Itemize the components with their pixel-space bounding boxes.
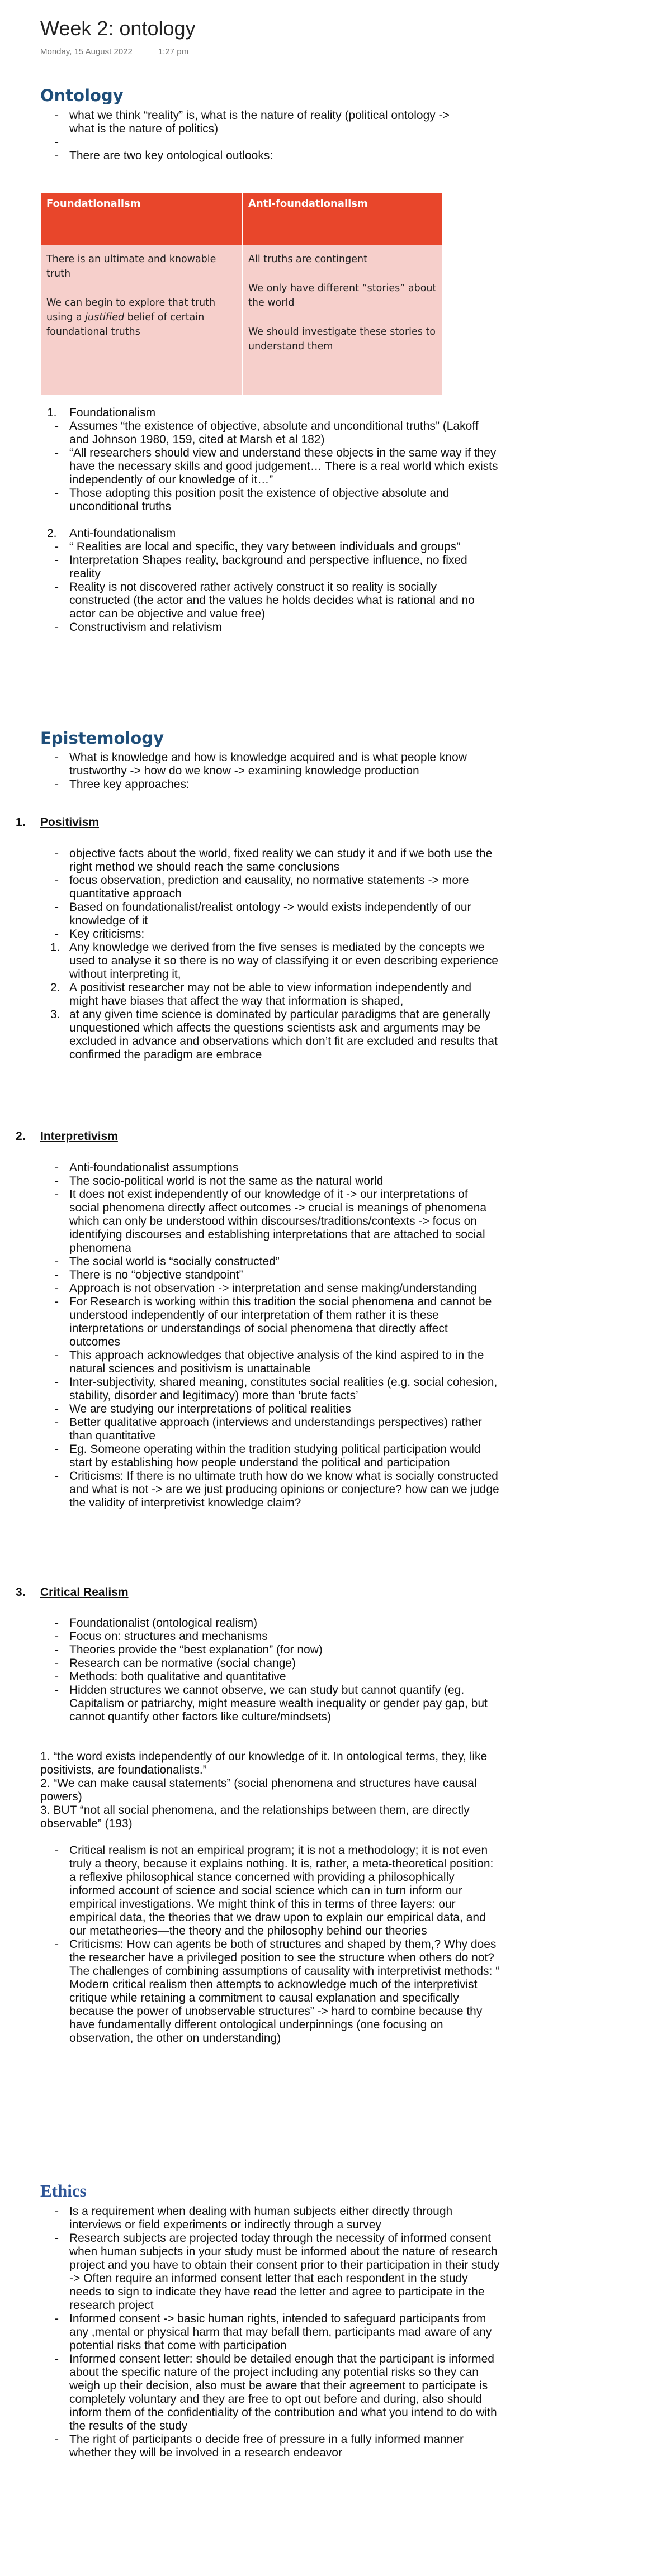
list-item: - It does not exist independently of our knowledge of it -> our interpretations of social phenomena directly affect outcomes -> crucial is meanings of phenomena which can only be understood within discourses/traditions/contexts -> focus on identifying discourses and establishing interpretations that are attached to social phenomena: [69, 1188, 500, 1255]
ontology-intro: [69, 109, 461, 163]
list-item: - “ Realities are local and specific, they vary between individuals and groups”: [69, 540, 500, 554]
list-item: - The right of participants o decide free of pressure in a fully informed manner whether they will be involved in a research endeavor: [69, 2433, 500, 2460]
ontology-table: [40, 193, 443, 395]
list-item: - what we think “reality” is, what is the nature of reality (political ontology -> what is the nature of politics): [69, 109, 461, 136]
page-datetime: [40, 47, 188, 56]
list-item: - Methods: both qualitative and quantitative: [69, 1670, 500, 1684]
numbered-line: 2. “We can make causal statements” (social phenomena and structures have causal powers): [40, 1777, 477, 1803]
table-cell-foundationalism: [41, 245, 243, 395]
foundationalism-section: 1. Foundationalism - Assumes “the existence of objective, absolute and unconditional truths” (Lakoff and Johnson 1980, 159, cited at Marsh et al 182) - “All researchers should view and understand these objects in the same way if they have the necessary skills and good judgement… There is a real world which exists independently of our knowledge of it…” - Those adopting this position posit the existence of objective absolute and unconditional truths 2. Anti-foundationalism - “ Realities are local and specific, they vary between individuals and groups” - Interpretation Shapes reality, background and perspective influence, no fixed reality - Reality is not discovered rather actively construct it so reality is socially constructed (the actor and the values he holds decides what is rational and no actor can be objective and value free) - Constructivism and relativism: [69, 406, 500, 634]
numbered-line: 3. BUT “not all social phenomena, and the relationships between them, are directly observable” (193): [40, 1804, 470, 1830]
table-cell-anti-foundationalism: [243, 245, 443, 395]
table-header-anti-foundationalism: Anti-foundationalism: [243, 193, 443, 245]
section-label: Anti-foundationalism: [69, 527, 176, 540]
list-item: - Reality is not discovered rather actively construct it so reality is socially constructed (the actor and the values he holds decides what is rational and no actor can be objective and value free): [69, 581, 500, 621]
list-item: - This approach acknowledges that objective analysis of the kind aspired to in the natural sciences and positivism is unattainable: [69, 1349, 500, 1376]
critical-realism-section: [69, 1617, 500, 1724]
critical-realism-notes: [69, 1844, 500, 2045]
list-item: - Is a requirement when dealing with human subjects either directly through interviews or field experiments or indirectly through a survey: [69, 2205, 500, 2232]
list-item: - Assumes “the existence of objective, absolute and unconditional truths” (Lakoff and Johnson 1980, 159, cited at Marsh et al 182): [69, 420, 500, 446]
list-item: - Constructivism and relativism: [69, 621, 500, 634]
list-item: - The socio-political world is not the same as the natural world: [69, 1175, 500, 1188]
list-item: - Critical realism is not an empirical program; it is not a methodology; it is not even truly a theory, because it explains nothing. It is, rather, a meta-theoretical position: a reflexive philosophical stance concerned with providing a philosophically informed account of science and social science which can in turn inform our empirical investigations. We might think of this in terms of three layers: our empirical data, the theories that we draw upon to explain our empirical data, and our metatheories—the theory and the philosophy behind our theories: [69, 1844, 500, 1938]
list-item: - “All researchers should view and understand these objects in the same way if they have the necessary skills and good judgement… There is a real world which exists independently of our knowledge of it…”: [69, 446, 500, 487]
epistemology-intro: [69, 751, 500, 791]
heading-ethics: Ethics: [40, 2181, 87, 2200]
heading-epistemology: Epistemology: [40, 729, 164, 748]
list-item: - Informed consent -> basic human rights, intended to safeguard participants from any ,mental or physical harm that may befall them, participants mad aware of any potential risks that come with participation: [69, 2312, 500, 2352]
list-item: - There is no “objective standpoint”: [69, 1268, 500, 1282]
list-item: - Eg. Someone operating within the tradition studying political participation would start by establishing how people understand the political and participation: [69, 1443, 500, 1470]
page-title: Week 2: ontology: [40, 17, 196, 40]
page-date: Monday, 15 August 2022: [40, 47, 133, 56]
list-item: 2. A positivist researcher may not be able to view information independently and might have biases that affect the way that information is shaped,: [50, 981, 472, 1007]
heading-positivism: 1. Positivism: [16, 816, 100, 829]
list-item: - There are two key ontological outlooks:: [69, 149, 461, 163]
list-item: - Those adopting this position posit the existence of objective absolute and unconditional truths: [69, 487, 500, 514]
list-item: - Better qualitative approach (interviews and understandings perspectives) rather than quantitative: [69, 1416, 500, 1443]
heading-ontology: Ontology: [40, 86, 124, 105]
list-item: - Approach is not observation -> interpretation and sense making/understanding: [69, 1282, 500, 1295]
cell-text: We should investigate these stories to understand them: [248, 326, 436, 352]
list-item: - Interpretation Shapes reality, background and perspective influence, no fixed reality: [69, 554, 500, 581]
list-item: - Anti-foundationalist assumptions: [69, 1161, 500, 1175]
list-item: - What is knowledge and how is knowledge acquired and is what people know trustworthy -> how do we know -> examining knowledge production: [69, 751, 500, 778]
cell-text: We only have different “stories” about the world: [248, 283, 437, 308]
list-item: - Three key approaches:: [69, 778, 500, 791]
list-item: - Foundationalist (ontological realism): [69, 1617, 500, 1630]
cell-text: There is an ultimate and knowable truth: [46, 254, 216, 279]
numbered-line: 1. “the word exists independently of our knowledge of it. In ontological terms, they, like positivists, are foundationalists.”: [40, 1750, 488, 1776]
list-item: 3. at any given time science is dominated by particular paradigms that are generally unquestioned which affects the questions scientists ask and arguments may be excluded in advance and observations which don’t fit are excluded and results that confirmed the paradigm are embrace: [50, 1008, 498, 1061]
page-time: 1:27 pm: [158, 47, 189, 56]
critical-realism-claims: [40, 1750, 493, 1831]
interpretivism-section: [69, 1161, 500, 1510]
list-item: - focus observation, prediction and causality, no normative statements -> more quantitative approach: [69, 874, 500, 901]
list-item: 1. Any knowledge we derived from the five senses is mediated by the concepts we used to analyse it so there is no way of classifying it or even describing experience without interpreting it,: [50, 941, 498, 981]
list-item: - The social world is “socially constructed”: [69, 1255, 500, 1268]
positivism-section: [50, 847, 500, 1062]
section-label: Foundationalism: [69, 406, 156, 419]
list-item: - Informed consent letter: should be detailed enough that the participant is informed about the specific nature of the project including any potential risks so they can weigh up their decision, also must be aware that their agreement to participate is completely voluntary and they are free to opt out before and during, also should inform them of the confidentiality of the contribution and what you intend to do with the results of the study: [69, 2352, 500, 2433]
heading-interpretivism: 2. Interpretivism: [16, 1130, 118, 1143]
list-item: - Inter-subjectivity, shared meaning, constitutes social realities (e.g. social cohesion, stability, disorder and legitimacy) more than ‘brute facts’: [69, 1376, 500, 1403]
list-item: - Theories provide the “best explanation” (for now): [69, 1643, 500, 1657]
list-item: - Hidden structures we cannot observe, we can study but cannot quantify (eg. Capitalism or patriarchy, might measure wealth inequality or gender pay gap, but cannot quantify other factors like culture/mindsets): [69, 1684, 500, 1724]
cell-text: We can begin to explore that truth using a justified belief of certain foundational truths: [46, 297, 216, 338]
ethics-section: [69, 2205, 500, 2460]
list-item: - We are studying our interpretations of political realities: [69, 1403, 500, 1416]
heading-critical-realism: 3. Critical Realism: [16, 1586, 129, 1599]
list-item: - Key criticisms:: [69, 928, 500, 941]
list-item: - Criticisms: How can agents be both of structures and shaped by them,? Why does the researcher have a privileged position to see the structure when others do not? The challenges of combining assumptions of causality with interpretivist methods: “ Modern critical realism then attempts to acknowledge much of the interpretivist critique while retaining a commitment to causal explanation and specifically because the power of unobservable structures” -> hard to combine because thy have fundamentally different ontological underpinnings (one focusing on observation, the other on understanding): [69, 1938, 500, 2045]
list-item: - Criticisms: If there is no ultimate truth how do we know what is socially constructed and what is not -> are we just producing opinions or conjecture? how can we judge the validity of interpretivist knowledge claim?: [69, 1470, 500, 1510]
cell-text: All truths are contingent: [248, 254, 367, 265]
list-item: - For Research is working within this tradition the social phenomena and cannot be understood independently of our interpretation of them rather it is these interpretations or understandings of social phenomena that directly affect outcomes: [69, 1295, 500, 1349]
list-item: - objective facts about the world, fixed reality we can study it and if we both use the right method we should reach the same conclusions: [69, 847, 500, 874]
list-item: - Research subjects are projected today through the necessity of informed consent when human subjects in your study must be informed about the nature of research project and you have to obtain their consent prior to their participation in their study -> Often require an informed consent letter that each respondent in the study needs to sign to indicate they have read the letter and agree to participate in the research project: [69, 2232, 500, 2312]
table-header-foundationalism: Foundationalism: [41, 193, 243, 245]
list-item: - Research can be normative (social change): [69, 1657, 500, 1670]
list-item: - Focus on: structures and mechanisms: [69, 1630, 500, 1643]
list-item: - Based on foundationalist/realist ontology -> would exists independently of our knowledge of it: [69, 901, 500, 928]
